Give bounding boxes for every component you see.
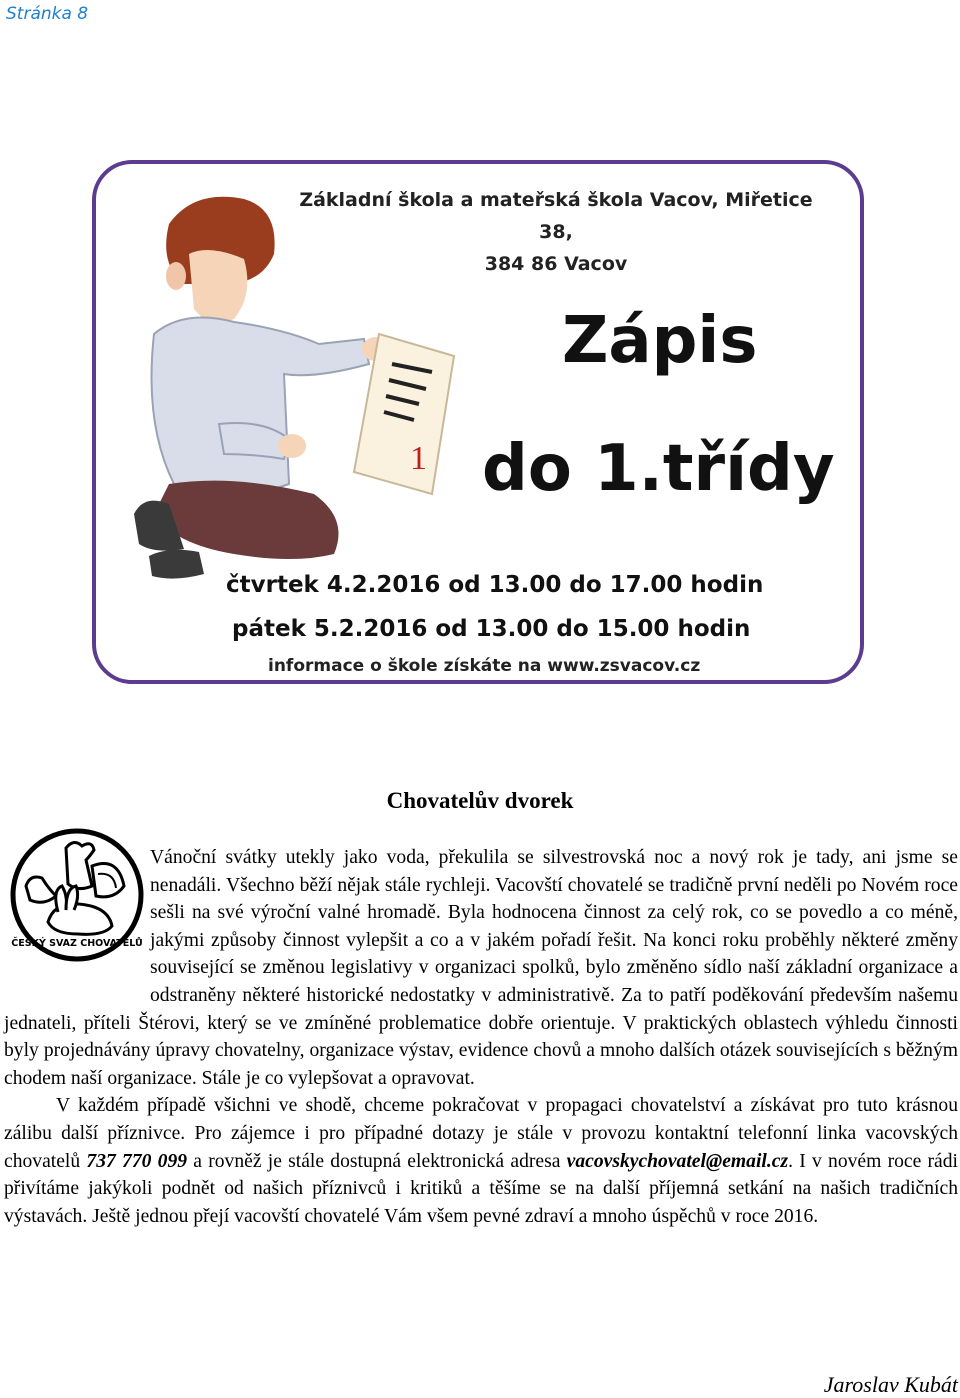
article-paragraph-2: V každém případě všichni ve shodě, chceme pokračovat v propagaci chovatelství a získávat pro tuto krásnou zálibu další příznivce. Pro zájemce i pro případné dotazy je stále v provozu kontaktní telefonní linka vacovských chovatelů 737 770 099 a rovněž je stále dostupná elektronická adresa vacovskychovatel@email.cz. I v novém roce rádi přivítáme jakýkoli podnět od našich příznivců i kritiků a těšíme se na další příjemná setkání na našich tradičních výstavách. Ještě jednou přejí vacovští chovatelé Vám všem pevné zdraví a mnoho úspěchů v roce 2016. — [4, 1095, 958, 1227]
email-address[interactable]: vacovskychovatel@email.cz — [566, 1150, 789, 1172]
poster-date-thursday: čtvrtek 4.2.2016 od 13.00 do 17.00 hodin — [226, 572, 764, 598]
poster-date-friday: pátek 5.2.2016 od 13.00 do 15.00 hodin — [232, 616, 751, 642]
enrollment-poster — [92, 160, 864, 684]
poster-info-website: informace o škole získáte na www.zsvacov.cz — [268, 656, 701, 676]
school-address — [296, 184, 816, 280]
page-number-label: Stránka 8 — [6, 4, 89, 24]
phone-number: 737 770 099 — [86, 1150, 188, 1172]
school-name-line: Základní škola a mateřská škola Vacov, Miřetice 38, — [299, 189, 813, 243]
school-zip-line: 384 86 Vacov — [484, 253, 628, 275]
article-paragraph-1: Vánoční svátky utekly jako voda, překulila se silvestrovská noc a nový rok je tady, ani jsme se nenadáli. Všechno běží nějak stále rychleji. Vacovští chovatelé se tradičně první neděli po Novém roce sešli na své výroční valné hromadě. Byla hodnocena činnost za celý rok, co se povedlo a co méně, jakými způsoby činnost vylepšit a co a v jakém pořadí řešit. Na konci roku proběhly některé změny související se změnou legislativy v organizaci spolků, bylo změněno sídlo naší základní organizace a odstraněny některé historické nedostatky v administrativě. Za to patří poděkování především našemu jednateli, příteli Štérovi, který se ve zmíněné problematice dobře orientuje. V praktických oblastech výhledu činnosti byly projednávány úpravy chovatelny, organizace výstav, evidence chovů a mnoho dalších otázek souvisejících s běžným chodem naší organizace. Stále je co vylepšovat a opravovat. — [4, 847, 958, 1089]
article-body — [4, 844, 958, 1230]
article-author: Jaroslav Kubát — [823, 1372, 958, 1397]
poster-heading-class: do 1.třídy — [482, 432, 835, 506]
paper-number: 1 — [410, 440, 427, 477]
poster-heading-zapis: Zápis — [562, 304, 758, 378]
article-title: Chovatelův dvorek — [386, 788, 574, 813]
logo-text: ČESKÝ SVAZ CHOVATELŮ — [11, 938, 143, 949]
